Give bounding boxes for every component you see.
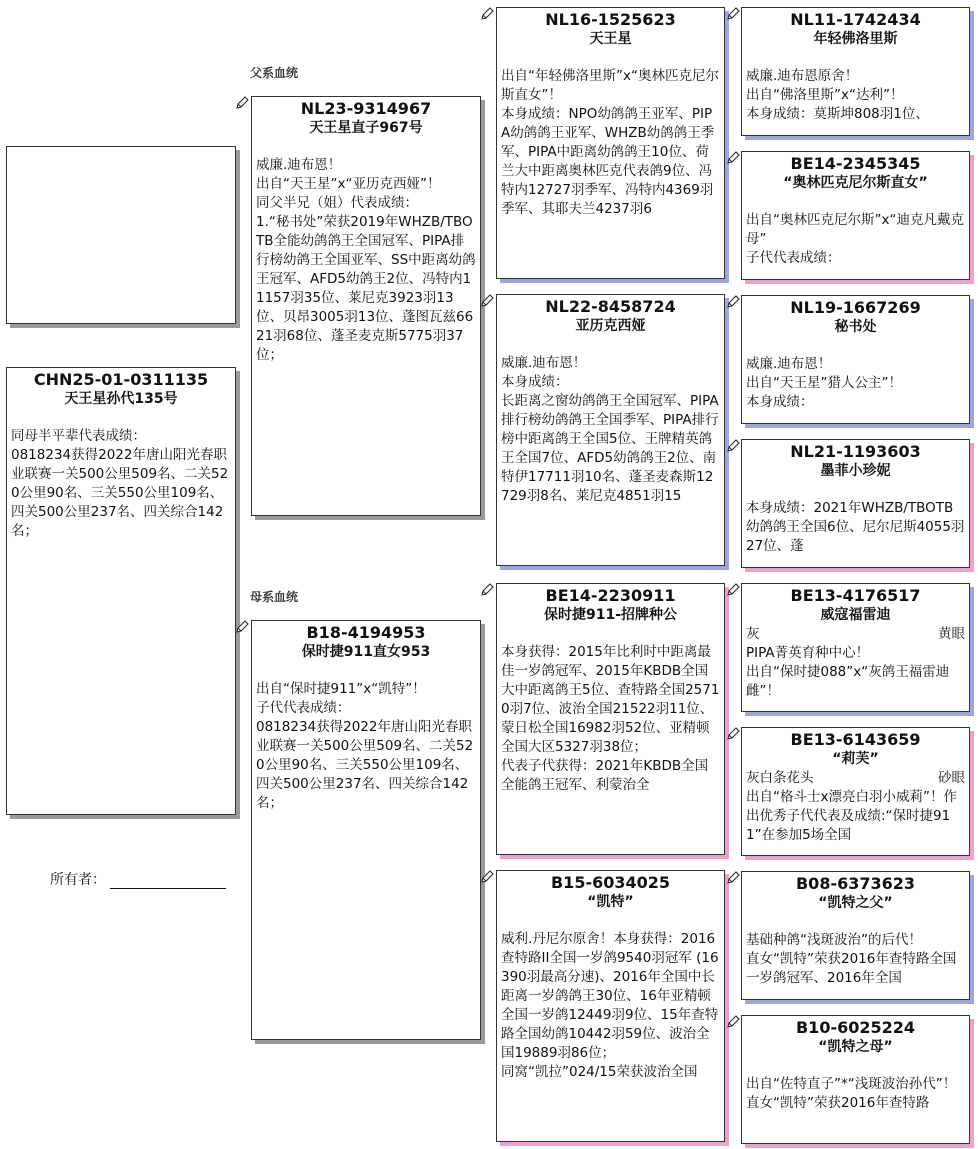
edit-pencil-icon[interactable] — [480, 7, 494, 21]
edit-pencil-icon[interactable] — [726, 871, 740, 885]
sire-info: 威廉.迪布恩！ 出自“天王星”x“亚历克西娅”！ 同父半兄（姐）代表成绩： 1.“秘书处”荣获2019年WHZB/TBOTB全能幼鸽鸽王全国冠军、PIPA排行榜幼鸽王全国亚军、SS中距离幼鸽王冠军、AFD5幼鸽王2位、冯特内11157羽35位、莱尼克3923羽13位、贝昂3005羽13位、蓬图瓦兹6621羽68位、蓬圣麦克斯5775羽37位； — [256, 157, 476, 363]
dam-sire-card[interactable] — [496, 583, 725, 855]
dss-eye: 黄眼 — [938, 626, 965, 642]
dsd-color-eye-line — [742, 769, 969, 788]
ddd-ring-number: B10-6025224 — [795, 1018, 916, 1037]
edit-pencil-icon[interactable] — [726, 439, 740, 453]
edit-pencil-icon[interactable] — [480, 870, 494, 884]
edit-pencil-icon[interactable] — [480, 294, 494, 308]
owner-blank-line[interactable] — [110, 874, 226, 889]
dss-color: 灰 — [746, 626, 760, 642]
dsd-name: “莉芙” — [832, 751, 879, 767]
edit-pencil-icon[interactable] — [726, 295, 740, 309]
sire-card[interactable] — [251, 96, 481, 516]
dss-ring-number: BE13-4176517 — [790, 586, 921, 605]
edit-pencil-icon[interactable] — [726, 151, 740, 165]
dds-name: “凯特之父” — [818, 895, 893, 911]
sire-sire-name: 天王星 — [589, 31, 632, 47]
sire-dam-sire-card[interactable] — [741, 295, 970, 424]
sdd-info: 本身成绩：2021年WHZB/TBOTB幼鸽鸽王全国6位、尼尔尼斯4055羽27位、蓬 — [746, 500, 965, 554]
sdd-ring-number: NL21-1193603 — [790, 442, 921, 461]
edit-pencil-icon[interactable] — [235, 620, 249, 634]
sire-dam-dam-card[interactable] — [741, 439, 970, 568]
dam-dam-info: 威利.丹尼尔原舍！本身获得：2016查特路II全国一岁鸽9540羽冠军 (16390羽最高分速)、2016年全国中长距离一岁鸽鸽王30位、16年亚精顿全国一岁鸽12449羽9位、15年查特路全国幼鸽10442羽59位、波治全国19889羽86位； 同窝“凯拉”024/15荣获波治全国 — [501, 931, 719, 1080]
dam-line-label: 母系血统 — [250, 590, 299, 604]
sire-name: 天王星直子967号 — [309, 120, 423, 136]
dam-sire-name: 保时捷911-招牌种公 — [543, 607, 678, 623]
ddd-info: 出自“佐特直子”*“浅斑波治孙代”！ 直女“凯特”荣获2016年查特路 — [746, 1076, 957, 1111]
sds-name: 秘书处 — [834, 319, 877, 335]
owner-field[interactable] — [50, 869, 226, 889]
dam-sire-info: 本身获得：2015年比利时中距离最佳一岁鸽冠军、2015年KBDB全国大中距离鸽王5位、查特路全国25710羽7位、波治全国21522羽11位、蒙日松全国16982羽52位、亚精顿全国大区5327羽38位； 代表子代获得：2021年KBDB全国全能鸽王冠军、利蒙治全 — [501, 644, 720, 793]
dam-info: 出自“保时捷911”x“凯特”！ 子代代表成绩： 0818234获得2022年唐山阳光春职业联赛一关500公里509名、二关520公里90名、三关550公里109名、四关500公里237名、四关综合142名； — [256, 681, 474, 811]
dam-sire-dam-card[interactable] — [741, 727, 970, 856]
sds-info: 威廉.迪布恩！ 出自“天王星”猎人公主”！ 本身成绩： — [746, 356, 902, 410]
subject-name: 天王星孙代135号 — [64, 391, 178, 407]
dam-sire-ring-number: BE14-2230911 — [545, 586, 676, 605]
dam-dam-sire-card[interactable] — [741, 871, 970, 1000]
sire-dam-ring-number: NL22-8458724 — [545, 297, 676, 316]
edit-pencil-icon[interactable] — [480, 583, 494, 597]
dss-color-eye-line — [742, 625, 969, 644]
subject-card[interactable] — [6, 367, 236, 815]
edit-pencil-icon[interactable] — [726, 1015, 740, 1029]
dam-dam-dam-card[interactable] — [741, 1015, 970, 1144]
dsd-ring-number: BE13-6143659 — [790, 730, 921, 749]
sire-dam-name: 亚历克西娅 — [575, 318, 646, 334]
edit-pencil-icon[interactable] — [235, 96, 249, 110]
sss-ring-number: NL11-1742434 — [790, 10, 921, 29]
dam-sire-sire-card[interactable] — [741, 583, 970, 712]
dss-info: PIPA菁英育种中心！ 出自“保时捷088”x“灰鸽王福雷迪雌”！ — [746, 645, 950, 699]
dsd-color: 灰白条花头 — [746, 770, 814, 786]
dam-dam-ring-number: B15-6034025 — [550, 873, 671, 892]
dam-name: 保时捷911直女953 — [301, 644, 431, 660]
edit-pencil-icon[interactable] — [726, 583, 740, 597]
dds-info: 基础种鸽“浅斑波治”的后代！ 直女“凯特”荣获2016年查特路全国一岁鸽冠军、2016年全国 — [746, 932, 957, 986]
dam-dam-card[interactable] — [496, 870, 725, 1142]
ssd-ring-number: BE14-2345345 — [790, 154, 921, 173]
sire-sire-sire-card[interactable] — [741, 7, 970, 136]
edit-pencil-icon[interactable] — [726, 727, 740, 741]
ssd-info: 出自“奥林匹克尼尔斯”x“迪克凡戴克母” 子代代表成绩： — [746, 212, 964, 266]
owner-label: 所有者： — [50, 872, 106, 888]
subject-ring-number: CHN25-01-0311135 — [33, 370, 209, 389]
pigeon-photo-frame — [6, 146, 236, 324]
sire-ring-number: NL23-9314967 — [300, 99, 432, 118]
subject-info: 同母半平辈代表成绩： 0818234获得2022年唐山阳光春职业联赛一关500公里509名、二关520公里90名、三关550公里109名、四关500公里237名、四关综合142名； — [11, 428, 229, 539]
sds-ring-number: NL19-1667269 — [790, 298, 921, 317]
sire-sire-ring-number: NL16-1525623 — [545, 10, 676, 29]
dss-name: 威寇福雷迪 — [820, 607, 891, 623]
sss-info: 威廉.迪布恩原舍！ 出自“佛洛里斯”x“达利”！ 本身成绩：莫斯坤808羽1位、 — [746, 68, 929, 122]
sire-sire-info: 出自“年轻佛洛里斯”x“奥林匹克尼尔斯直女”！ 本身成绩：NPO幼鸽鸽王亚军、PIPA幼鸽鸽王亚军、WHZB幼鸽鸽王季军、PIPA中距离幼鸽鸽王10位、荷兰大中距离奥林匹克代表鸽9位、冯特内12727羽季军、冯特内4369羽季军、其耶夫兰4237羽6 — [501, 68, 719, 217]
sdd-name: 墨菲小珍妮 — [820, 463, 891, 479]
ssd-name: “奥林匹克尼尔斯直女” — [783, 175, 928, 191]
dam-card[interactable] — [251, 620, 481, 1040]
sire-sire-card[interactable] — [496, 7, 725, 279]
ddd-name: “凯特之母” — [818, 1039, 893, 1055]
dsd-info: 出自“格斗士x漂亮白羽小威莉”！作出优秀子代代表及成绩:“保时捷911”在参加5场全国 — [746, 789, 957, 843]
edit-pencil-icon[interactable] — [726, 7, 740, 21]
dam-ring-number: B18-4194953 — [306, 623, 426, 642]
sire-dam-info: 威廉.迪布恩！ 本身成绩： 长距离之窗幼鸽鸽王全国冠军、PIPA排行榜幼鸽鸽王全国季军、PIPA排行榜中距离鸽王全国5位、王牌精英鸽王全国7位、AFD5幼鸽鸽王2位、南特伊17711羽10名、蓬圣麦森斯12729羽8名、莱尼克4851羽15 — [501, 355, 719, 504]
sire-dam-card[interactable] — [496, 294, 725, 566]
sire-sire-dam-card[interactable] — [741, 151, 970, 280]
sss-name: 年轻佛洛里斯 — [813, 31, 898, 47]
dam-dam-name: “凯特” — [587, 894, 634, 910]
sire-line-label: 父系血统 — [250, 66, 299, 80]
dds-ring-number: B08-6373623 — [795, 874, 916, 893]
dsd-eye: 砂眼 — [938, 770, 965, 786]
